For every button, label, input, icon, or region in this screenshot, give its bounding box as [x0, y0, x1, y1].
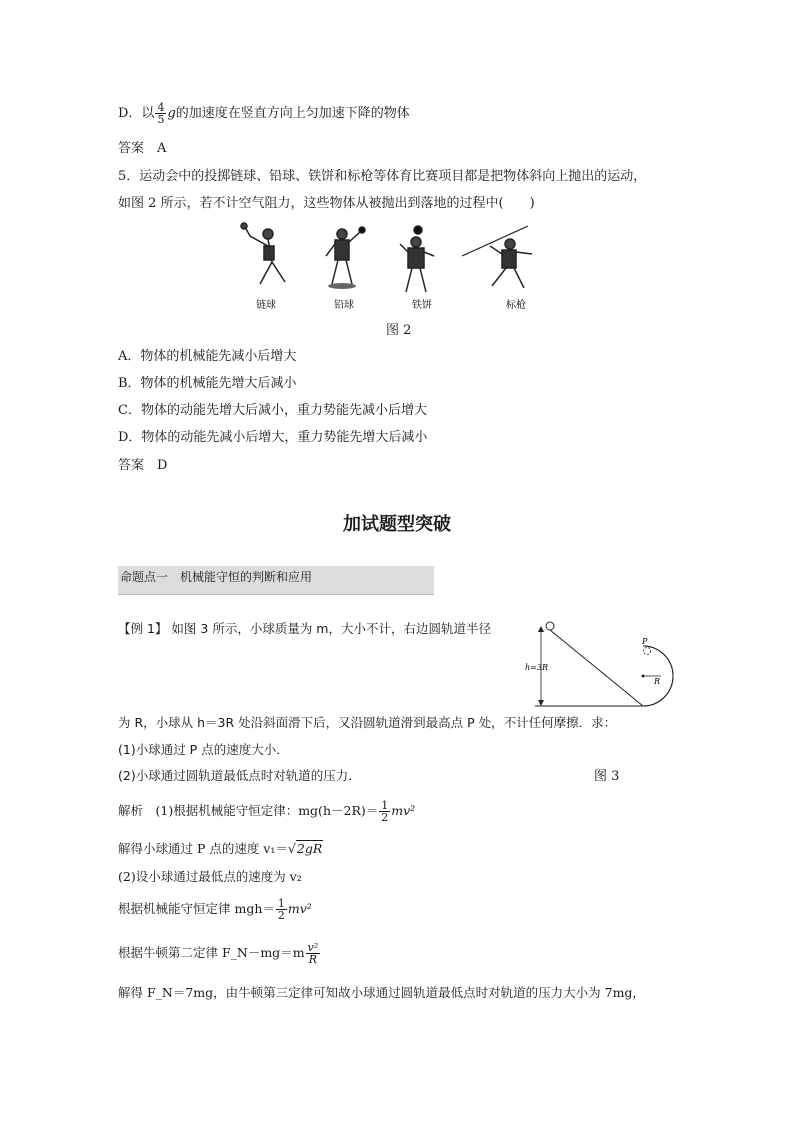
shot-put-figure	[326, 227, 365, 289]
incline	[550, 630, 643, 706]
section-title: 加试题型突破	[343, 514, 451, 535]
analysis-line4	[118, 898, 312, 921]
example1-line2: 为 R，小球从 h＝3R 处沿斜面滑下后，又沿圆轨道滑到最高点 P 处，不计任何摩擦．求：	[118, 715, 617, 730]
fraction-half	[276, 898, 287, 921]
example1-q1: (1)小球通过 P 点的速度大小．	[118, 742, 289, 757]
q5-option-b: B．物体的机械能先增大后减小	[118, 376, 297, 391]
figure-2-caption: 图 2	[386, 323, 412, 338]
fraction-den: 2	[381, 811, 389, 824]
ball	[546, 622, 554, 630]
fraction-num: v²	[307, 941, 319, 954]
label-discus: 铁饼	[412, 300, 432, 311]
analysis-line1-suffix: mv²	[391, 803, 416, 818]
analysis-line3: (2)设小球通过最低点的速度为 v₂	[118, 869, 302, 884]
label-shot-put: 铅球	[334, 300, 354, 311]
figure-3-track	[525, 618, 695, 718]
analysis-line1	[118, 800, 415, 823]
fraction-den: R	[308, 953, 317, 966]
topic-bar	[118, 566, 434, 595]
example1-tag: 【例 1】	[118, 621, 168, 636]
q5-answer: 答案 D	[118, 458, 168, 473]
figure-3-caption: 图 3	[594, 769, 620, 784]
analysis-line2-prefix: 解得小球通过 P 点的速度 v₁＝	[118, 841, 288, 856]
q4-answer: 答案 A	[118, 141, 167, 156]
figure-3-p-label: P	[642, 637, 648, 646]
figure-3-r-label: R	[654, 677, 661, 686]
q5-option-d: D．物体的动能先减小后增大，重力势能先增大后减小	[118, 430, 428, 445]
analysis-line4-suffix: mv²	[287, 901, 312, 916]
figure-3-h-label: h=3R	[525, 663, 548, 672]
topic-bar-label: 命题点一 机械能守恒的判断和应用	[120, 570, 313, 584]
analysis-line1-prefix: 解析 (1)根据机械能守恒定律：mg(h－2R)＝	[118, 803, 379, 818]
q5-option-c: C．物体的动能先增大后减小，重力势能先减小后增大	[118, 403, 427, 418]
example1-q2: (2)小球通过圆轨道最低点时对轨道的压力．	[118, 768, 361, 783]
fraction-den: 2	[277, 909, 285, 922]
fraction-num: 1	[381, 799, 389, 812]
q5-option-a: A．物体的机械能先减小后增大	[118, 349, 297, 364]
q5-stem-line1: 5．运动会中的投掷链球、铅球、铁饼和标枪等体育比赛项目都是把物体斜向上抛出的运动，	[118, 169, 647, 184]
discus-figure	[400, 226, 434, 292]
fraction-num: 4	[157, 101, 165, 114]
example1-line1-text: 如图 3 所示，小球质量为 m，大小不计，右边圆轨道半径	[171, 621, 491, 636]
figure-2-athletes	[240, 222, 540, 314]
sqrt-content: 2gR	[296, 841, 323, 856]
fraction-den: 5	[157, 113, 165, 126]
hammer-throw-figure	[241, 223, 285, 284]
q4-option-d	[118, 102, 410, 125]
analysis-line6: 解得 F_N＝7mg，由牛顿第三定律可知故小球通过圆轨道最低点时对轨道的压力大小为 7mg，	[118, 985, 645, 1000]
symbol-g: g	[167, 106, 176, 121]
example1-line1	[118, 620, 491, 638]
analysis-line5	[118, 942, 321, 965]
fraction-half	[379, 800, 390, 823]
q5-stem-line2: 如图 2 所示，若不计空气阻力，这些物体从被抛出到落地的过程中( )	[118, 196, 535, 211]
fraction	[155, 102, 166, 125]
ball-at-p	[644, 648, 651, 655]
analysis-line5-prefix: 根据牛顿第二定律 F_N－mg＝m	[118, 945, 305, 960]
fraction-num: 1	[277, 897, 285, 910]
label-hammer: 链球	[256, 300, 276, 311]
q4-option-d-suffix: 的加速度在竖直方向上匀加速下降的物体	[175, 106, 410, 121]
label-javelin: 标枪	[506, 300, 526, 311]
analysis-line4-prefix: 根据机械能守恒定律 mgh＝	[118, 901, 275, 916]
analysis-line2: 解得小球通过 P 点的速度 v₁＝√2gR	[118, 841, 323, 856]
q4-option-d-prefix: D．以	[118, 106, 155, 121]
fraction-v2-r	[306, 942, 321, 965]
javelin-figure	[462, 226, 532, 288]
